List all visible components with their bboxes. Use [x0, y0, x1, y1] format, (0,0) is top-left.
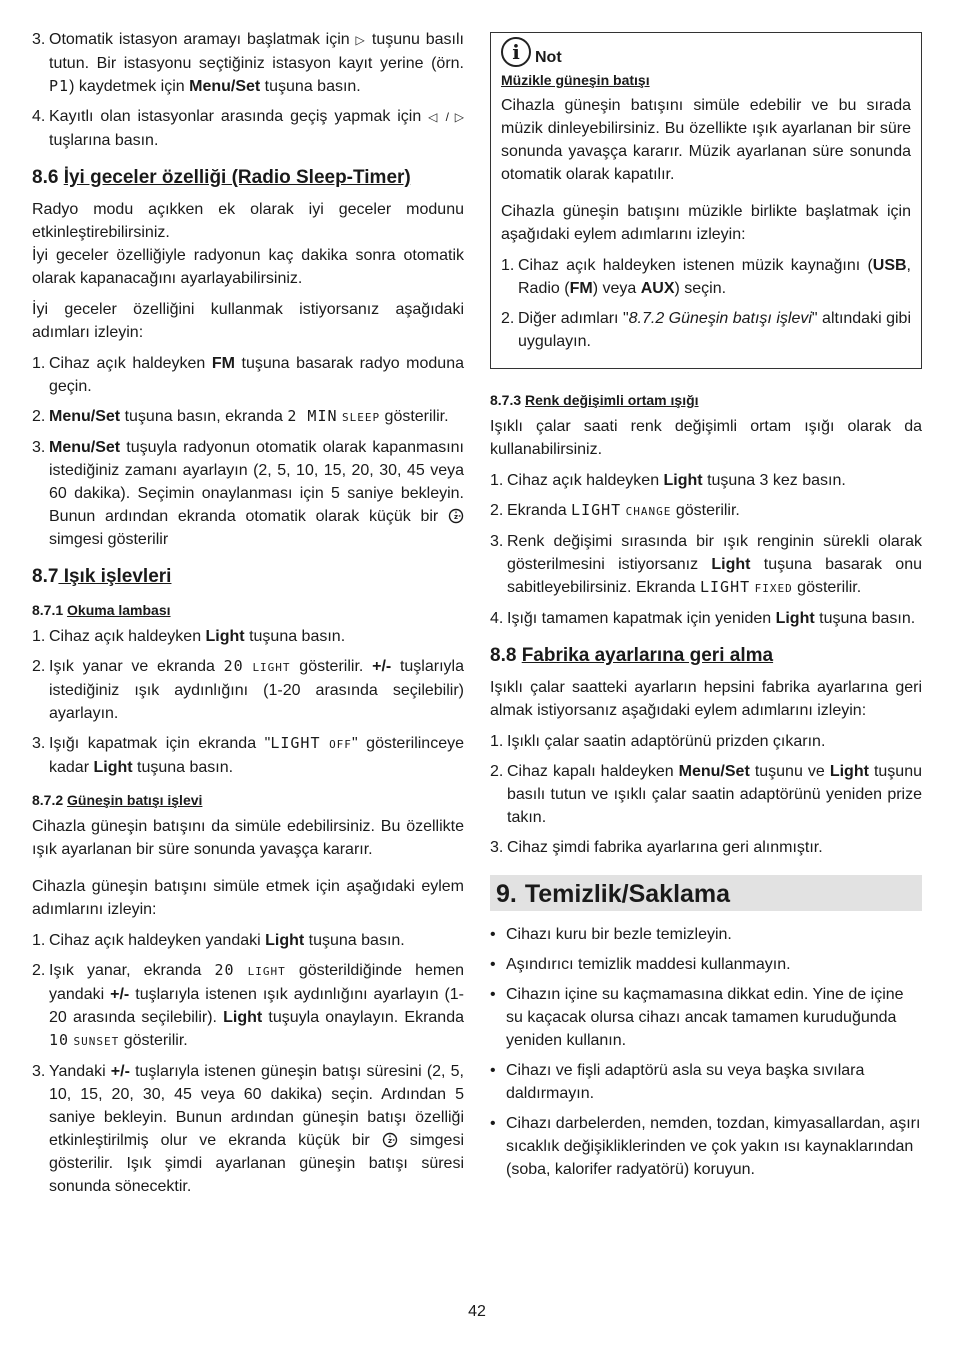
text-run: ) seçin.: [674, 280, 727, 297]
list-item: [32, 959, 464, 1053]
display-readout: 20: [214, 961, 235, 979]
list-number: 3.: [32, 1063, 46, 1080]
list-number: 3.: [490, 839, 504, 856]
bullet-icon: •: [490, 926, 496, 943]
text-run: gösterilir.: [290, 658, 373, 675]
text-run: tuşlarıyla istenen ışık aydınlığını ayarlayın (1-20 arasında seçilebilir).: [49, 986, 465, 1026]
list-number: 2.: [32, 962, 46, 979]
display-readout: 20: [223, 657, 244, 675]
note-title: Müzikle güneşin batışı: [501, 72, 650, 88]
cross-reference: 8.7.2 Güneşin batışı işlevi: [628, 310, 812, 327]
list-item: [32, 732, 464, 779]
sleep-timer-icon: [382, 1132, 398, 1148]
list-text: [49, 625, 464, 648]
display-readout: LIGHT: [270, 734, 321, 752]
text-run: tuşunu basılı tutun. Bir istasyonu seçtiğiniz istasyon kayıt yerine (örn.: [49, 31, 464, 72]
list-item: [32, 28, 464, 98]
list-item: [490, 607, 922, 630]
bullet-icon: •: [490, 1062, 496, 1079]
bullet-item: [490, 983, 922, 1052]
subsection-heading-8-7-2: 8.7.2 Güneşin batışı işlevi: [32, 792, 203, 808]
list-number: 4.: [32, 108, 46, 125]
subsection-heading-8-7-3: 8.7.3 Renk değişimli ortam ışığı: [490, 392, 699, 408]
list-item: [32, 625, 464, 648]
key-label: Light: [205, 628, 245, 645]
text-run: Cihaz şimdi fabrika ayarlarına geri alınmıştır.: [507, 839, 823, 856]
text-run: tuşlarına basın.: [49, 132, 159, 149]
display-readout: LIGHT: [699, 578, 751, 596]
key-label: Light: [265, 932, 305, 949]
list-item: [32, 105, 464, 152]
display-readout: LIGHT: [571, 501, 622, 519]
section-heading-8-7: 8.7 Işık işlevleri: [32, 566, 172, 587]
text-run: tuşlarıyla istediğiniz ışık aydınlığını (1-20 arasında seçilebilir) ayarlayın.: [49, 658, 464, 722]
list-text: [49, 28, 464, 98]
text-run: simgesi gösterilir. Işık şimdi ayarlanan güneşin batışı süresi sonunda sönecektir.: [49, 1132, 464, 1195]
text-run: tuşuna basın.: [304, 932, 405, 949]
bullet-item: [490, 1059, 922, 1105]
list-8-7-3: [490, 469, 922, 630]
display-readout: 10: [49, 1031, 70, 1049]
text-run: tuşuna basın.: [244, 628, 346, 645]
text-run: Işığı tamamen kapatmak için yeniden: [507, 610, 776, 627]
paragraph: İyi geceler özelliğiyle radyonun kaç dakika sonra otomatik olarak kapanacağını ayarlayabilirsiniz.: [32, 247, 464, 287]
text-run: tuşunu basılı tutun ve ışıklı çalar saatin adaptörünü yeniden prize takın.: [507, 763, 922, 826]
list-text: [49, 436, 464, 551]
list-text: [49, 732, 464, 779]
arrow-key-icon: ▷: [355, 33, 367, 47]
list-item: [32, 655, 464, 725]
list-text: [507, 836, 922, 859]
text-run: Cihaz kapalı haldeyken: [507, 763, 679, 780]
text-run: " altındaki gibi uygulayın.: [518, 310, 912, 350]
display-readout-small: LIGHT: [252, 661, 291, 674]
list-item: [490, 760, 922, 829]
list-text: [49, 1060, 464, 1198]
text-run: Işık yanar, ekranda: [49, 962, 215, 979]
bullet-text: Aşındırıcı temizlik maddesi kullanmayın.: [506, 956, 791, 973]
list-number: 1.: [490, 733, 504, 750]
list-text: [49, 959, 464, 1053]
text-run: tuşuyla onaylayın. Ekranda: [262, 1009, 465, 1026]
list-number: 2.: [490, 502, 504, 519]
list-item: [501, 254, 911, 300]
key-label: +/-: [110, 986, 130, 1003]
key-label: Menu/Set: [49, 439, 121, 456]
bullet-text: Cihazı darbelerden, nemden, tozdan, kimyasallardan, aşırı sıcaklık değişikliklerinden ve çok yakın ısı kaynaklarından (soba, kalorifer radyatörü) koruyun.: [506, 1115, 921, 1178]
text-run: tuşuna basarak radyo moduna geçin.: [49, 355, 464, 395]
list-number: 2.: [490, 763, 504, 780]
left-column: [32, 28, 464, 1206]
text-run: Işıklı çalar saatin adaptörünü prizden çıkarın.: [507, 733, 826, 750]
bullet-item: [490, 1112, 922, 1181]
list-number: 4.: [490, 610, 504, 627]
text-run: Otomatik istasyon aramayı başlatmak için: [49, 31, 356, 48]
list-text: [49, 405, 464, 429]
bullet-list-9: [490, 923, 922, 1181]
list-item: [32, 405, 464, 429]
list-number: 1.: [32, 628, 46, 645]
text-run: , Radio (: [518, 257, 911, 297]
bullet-item: [490, 923, 922, 946]
display-readout-small: CHANGE: [625, 505, 672, 518]
text-run: tuşuna basın.: [260, 78, 361, 95]
list-item: [490, 469, 922, 492]
bullet-text: Cihazın içine su kaçmamasına dikkat edin. Yine de içine su kaçacak olursa cihazı ancak tamamen kuruduğunda yeniden kullanın.: [506, 986, 904, 1049]
right-column: [490, 32, 922, 1188]
display-readout-small: FIXED: [754, 582, 793, 595]
text-run: tuşunu ve: [749, 763, 830, 780]
list-text: [507, 499, 922, 523]
list-8-8: [490, 730, 922, 859]
key-label: USB: [872, 257, 907, 274]
paragraph: İyi geceler özelliğini kullanmak istiyorsanız aşağıdaki adımları izleyin:: [32, 301, 464, 341]
text-run: Diğer adımları ": [518, 310, 629, 327]
note-header: [501, 37, 911, 67]
text-run: ) veya: [592, 280, 641, 297]
text-run: Cihaz açık haldeyken: [507, 472, 664, 489]
text-run: Işık yanar ve ekranda: [49, 658, 224, 675]
bullet-icon: •: [490, 1115, 496, 1132]
paragraph: Işıklı çalar saati renk değişimli ortam ışığı olarak da kullanabilirsiniz.: [490, 418, 922, 458]
list-text: [518, 307, 911, 353]
text-run: gösterildiğinde hemen yandaki: [49, 962, 464, 1003]
text-run: Yandaki: [49, 1063, 111, 1080]
list-8-6: [32, 352, 464, 551]
list-number: 2.: [32, 408, 46, 425]
text-run: gösterilir.: [119, 1032, 188, 1049]
note-paragraph: Cihazla güneşin batışını simüle edebilir ve bu sırada müzik dinleyebilirsiniz. Bu özellikte ışık ayarlanan bir süre sonunda yavaşça kararır. Müzik ayarlanan süre sonunda otomatik olarak kapatılır.: [501, 97, 911, 183]
list-text: [507, 607, 922, 630]
text-run: " gösterilinceye kadar: [49, 735, 465, 776]
text-run: tuşuna basın.: [132, 759, 234, 776]
list-item: [490, 836, 922, 859]
text-run: gösterilir.: [380, 408, 449, 425]
list-number: 3.: [32, 735, 46, 752]
key-label: Light: [711, 556, 751, 573]
key-label: +/-: [110, 1063, 130, 1080]
key-label: Light: [663, 472, 703, 489]
key-label: Light: [223, 1009, 263, 1026]
text-run: [321, 735, 330, 752]
paragraph: Işıklı çalar saatteki ayarların hepsini fabrika ayarlarına geri almak istiyorsanız aşağıdaki eylem adımlarını izleyin:: [490, 679, 922, 719]
list-number: 1.: [501, 257, 515, 274]
list-number: 1.: [32, 355, 46, 372]
list-text: [507, 760, 922, 829]
text-run: gösterilir.: [792, 579, 862, 596]
list-number: 1.: [490, 472, 504, 489]
text-run: Cihaz açık haldeyken yandaki: [49, 932, 266, 949]
display-readout-small: LIGHT: [247, 965, 286, 978]
display-readout: 2 MIN: [287, 407, 338, 425]
list-text: [507, 530, 922, 600]
chapter-heading-9: 9. Temizlik/Saklama: [490, 875, 922, 911]
key-label: Menu/Set: [49, 408, 121, 425]
key-label: Menu/Set: [678, 763, 750, 780]
key-label: Light: [829, 763, 869, 780]
list-item: [32, 352, 464, 398]
text-run: tuşuna basarak onu sabitleyebilirsiniz. Ekranda: [507, 556, 922, 596]
subsection-heading-8-7-1: 8.7.1 Okuma lambası: [32, 602, 171, 618]
list-text: [507, 730, 922, 753]
list-item: [32, 929, 464, 952]
note-label: Not: [535, 49, 562, 66]
text-run: [235, 962, 248, 979]
list-item: [490, 499, 922, 523]
list-top: [32, 28, 464, 152]
bullet-icon: •: [490, 986, 496, 1003]
note-box: [490, 32, 922, 369]
key-label: Menu/Set: [189, 78, 261, 95]
text-run: Cihaz açık haldeyken: [49, 628, 206, 645]
text-run: tuşuna basın.: [814, 610, 916, 627]
key-label: Light: [93, 759, 133, 776]
svg-text:z: z: [387, 1137, 392, 1145]
list-item: [501, 307, 911, 353]
list-item: [32, 1060, 464, 1198]
text-run: gösterilir.: [671, 502, 740, 519]
text-run: ) kaydetmek için: [69, 78, 190, 95]
text-run: tuşuna 3 kez basın.: [702, 472, 846, 489]
section-heading-8-8: 8.8 Fabrika ayarlarına geri alma: [490, 645, 774, 666]
sleep-timer-icon: [448, 508, 464, 524]
list-number: 2.: [32, 658, 46, 675]
list-number: 3.: [32, 31, 46, 48]
bullet-text: Cihazı ve fişli adaptörü asla su veya başka sıvılara daldırmayın.: [506, 1062, 865, 1102]
list-8-7-1: [32, 625, 464, 779]
list-item: [490, 530, 922, 600]
text-run: Cihaz açık haldeyken: [49, 355, 212, 372]
paragraph: Cihazla güneşin batışını simüle etmek için aşağıdaki eylem adımlarını izleyin:: [32, 878, 464, 918]
paragraph: Radyo modu açıkken ek olarak iyi geceler modunu etkinleştirebilirsiniz.: [32, 201, 464, 241]
bullet-icon: •: [490, 956, 496, 973]
page-number: 42: [468, 1303, 486, 1320]
list-number: 1.: [32, 932, 46, 949]
text-run: Işığı kapatmak için ekranda ": [49, 735, 271, 752]
text-run: simgesi gösterilir: [49, 531, 169, 548]
list-text: [518, 254, 911, 300]
list-text: [49, 929, 464, 952]
display-readout-small: SLEEP: [341, 411, 381, 424]
list-number: 3.: [32, 439, 46, 456]
list-text: [507, 469, 922, 492]
list-item: [32, 436, 464, 551]
paragraph: Cihazla güneşin batışını da simüle edebilirsiniz. Bu özellikte ışık ayarlanan bir süre sonunda yavaşça kararır.: [32, 818, 464, 858]
display-readout-small: OFF: [329, 738, 352, 751]
arrow-key-icon: ◁ / ▷: [428, 110, 465, 124]
key-label: FM: [211, 355, 235, 372]
list-number: 2.: [501, 310, 515, 327]
list-item: [490, 730, 922, 753]
text-run: Kayıtlı olan istasyonlar arasında geçiş yapmak için: [49, 108, 429, 125]
text-run: Renk değişimi sırasında bir ışık renginin sürekli olarak gösterilmesini istiyorsanız: [507, 533, 922, 573]
bullet-text: Cihazı kuru bir bezle temizleyin.: [506, 926, 732, 943]
key-label: Light: [775, 610, 815, 627]
text-run: tuşuna basın, ekranda: [120, 408, 288, 425]
bullet-item: [490, 953, 922, 976]
key-label: FM: [569, 280, 593, 297]
list-8-7-2: [32, 929, 464, 1198]
info-icon: i: [501, 37, 531, 67]
key-label: AUX: [640, 280, 675, 297]
list-text: [49, 105, 464, 152]
text-run: Ekranda: [507, 502, 572, 519]
display-readout: P1: [49, 77, 70, 95]
key-label: +/-: [372, 658, 392, 675]
list-number: 3.: [490, 533, 504, 550]
text-run: Cihaz açık haldeyken istenen müzik kaynağını (: [518, 257, 873, 274]
section-heading-8-6: 8.6 İyi geceler özelliği (Radio Sleep-Timer): [32, 167, 411, 188]
display-readout-small: SUNSET: [73, 1035, 120, 1048]
note-paragraph: Cihazla güneşin batışını müzikle birlikte başlatmak için aşağıdaki eylem adımlarını izleyin:: [501, 203, 911, 243]
list-text: [49, 655, 464, 725]
text-run: tuşuyla radyonun otomatik olarak kapanmasını istediğiniz zamanı ayarlayın (2, 5, 10, 15, 20, 30, 45 veya 60 dakika). Seçimin onaylanması için 5 saniye bekleyin. Bunun ardından ekranda otomatik olarak küçük bir: [49, 439, 464, 525]
text-run: tuşlarıyla istenen güneşin batışı süresini (2, 5, 10, 15, 20, 30, 45 veya 60 dakika) seçin. Ardından 5 saniye bekleyin. Bunun ardından güneşin batışı özelliği etkinleştirilmiş olur ve ekranda küçük bir: [49, 1063, 465, 1149]
svg-text:z: z: [453, 513, 459, 521]
list-text: [49, 352, 464, 398]
note-list: [501, 254, 911, 353]
